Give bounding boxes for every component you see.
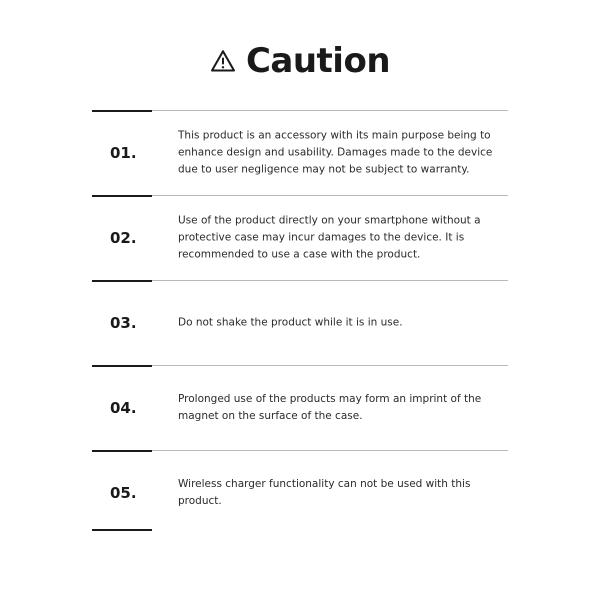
caution-item xyxy=(92,280,508,365)
caution-item-text: This product is an accessory with its main purpose being to enhance design and usability. Damages made to the device due to user negligence may not be subject to warranty. xyxy=(178,129,493,176)
caution-item-text: Do not shake the product while it is in use. xyxy=(178,316,403,329)
caution-item-text: Prolonged use of the products may form an imprint of the magnet on the surface of the case. xyxy=(178,393,482,422)
caution-item-number: 05. xyxy=(110,484,137,502)
caution-item-text: Wireless charger functionality can not be used with this product. xyxy=(178,478,471,507)
caution-item-number: 02. xyxy=(110,229,137,247)
caution-item-number: 01. xyxy=(110,144,137,162)
page-title: Caution xyxy=(245,41,391,81)
caution-item-number: 03. xyxy=(110,314,137,332)
caution-item xyxy=(92,195,508,280)
caution-item-text: Use of the product directly on your smartphone without a protective case may incur damages to the device. It is recommended to use a case with the product. xyxy=(178,214,481,261)
caution-header xyxy=(0,38,600,84)
warning-triangle-icon xyxy=(210,49,236,73)
caution-item xyxy=(92,110,508,195)
caution-item-number: 04. xyxy=(110,399,137,417)
caution-item xyxy=(92,365,508,450)
caution-item xyxy=(92,450,508,535)
list-end-accent xyxy=(92,529,152,531)
caution-list xyxy=(92,110,508,535)
